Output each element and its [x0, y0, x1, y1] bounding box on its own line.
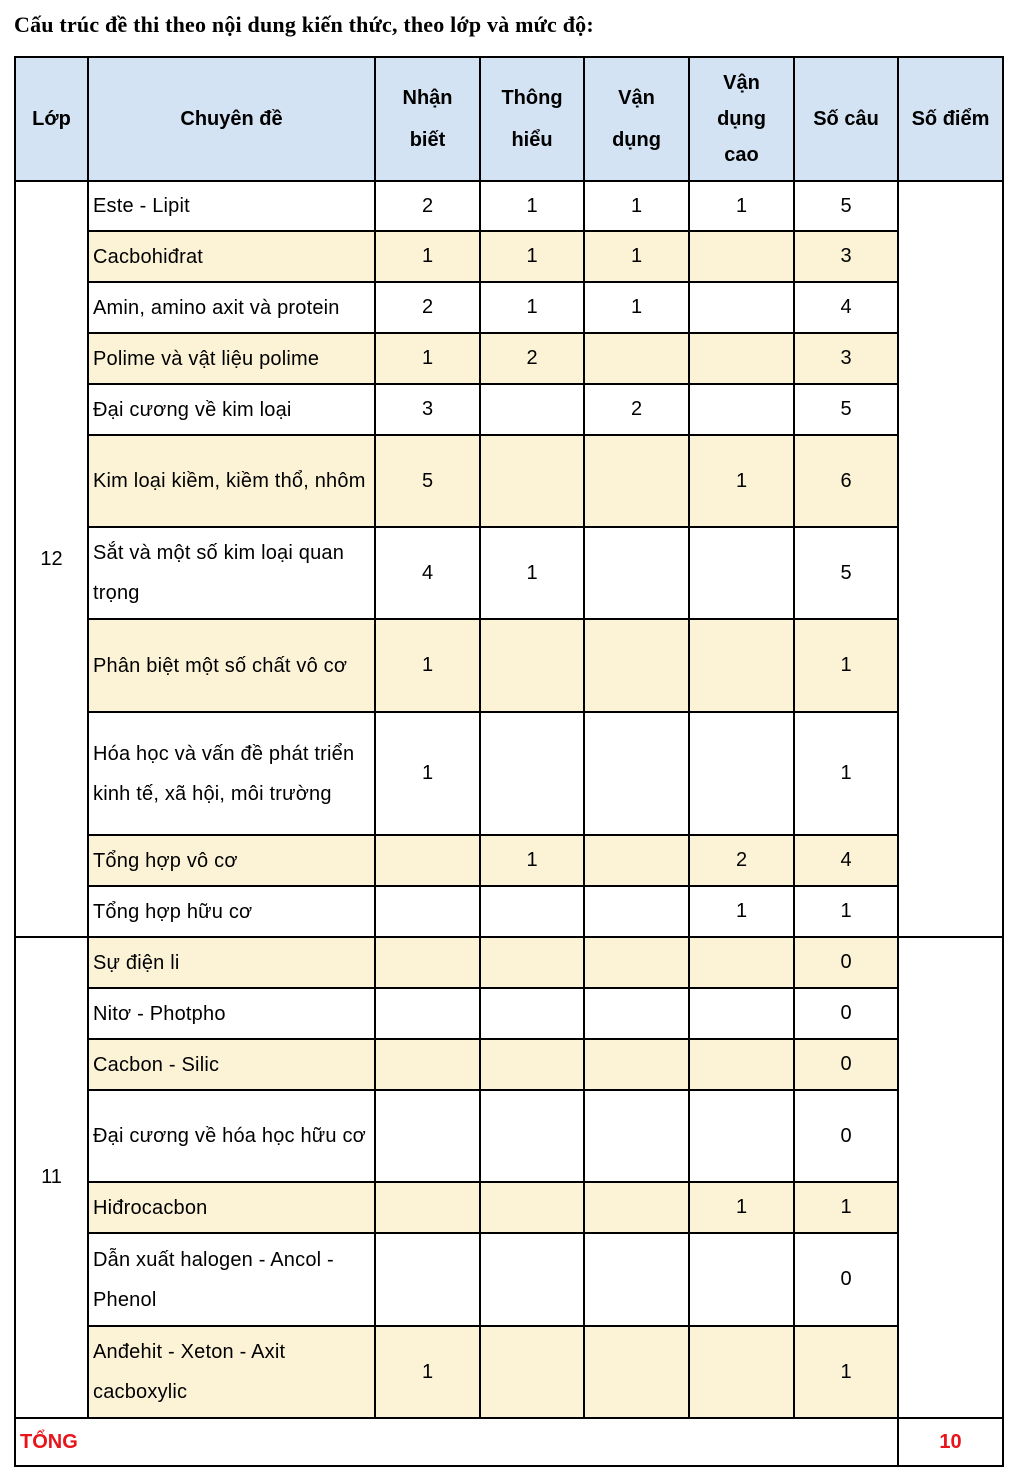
- header-van-dung-cao: Vận dụng cao: [689, 57, 794, 181]
- topic-cell: Nitơ - Photpho: [88, 988, 375, 1039]
- table-row: [15, 181, 1003, 231]
- header-so-diem: Số điểm: [898, 57, 1003, 181]
- cell-vd: [584, 937, 689, 988]
- cell-vd: [584, 835, 689, 886]
- cell-vd: [584, 712, 689, 835]
- cell-so-cau: 1: [794, 1182, 898, 1233]
- table-row: [15, 1182, 1003, 1233]
- cell-vd: [584, 333, 689, 384]
- cell-so-cau: 1: [794, 619, 898, 712]
- table-row: [15, 886, 1003, 937]
- topic-cell: Cacbohiđrat: [88, 231, 375, 282]
- topic-cell: Hóa học và vấn đề phát triển kinh tế, xã hội, môi trường: [88, 712, 375, 835]
- total-value: 10: [898, 1418, 1003, 1466]
- cell-so-cau: 0: [794, 1233, 898, 1326]
- cell-vdc: 1: [689, 435, 794, 527]
- cell-vd: [584, 1039, 689, 1090]
- cell-nb: [375, 835, 480, 886]
- cell-vdc: [689, 712, 794, 835]
- cell-nb: 1: [375, 619, 480, 712]
- table-row: [15, 835, 1003, 886]
- total-label: TỔNG: [15, 1418, 898, 1466]
- cell-nb: [375, 1090, 480, 1182]
- cell-nb: 3: [375, 384, 480, 435]
- header-row: [15, 57, 1003, 181]
- topic-cell: Este - Lipit: [88, 181, 375, 231]
- cell-th: [480, 1233, 584, 1326]
- topic-cell: Dẫn xuất halogen - Ancol - Phenol: [88, 1233, 375, 1326]
- cell-th: [480, 1326, 584, 1418]
- cell-vdc: [689, 231, 794, 282]
- total-row: [15, 1418, 1003, 1466]
- cell-so-cau: 6: [794, 435, 898, 527]
- cell-so-cau: 0: [794, 1039, 898, 1090]
- cell-th: [480, 988, 584, 1039]
- exam-structure-table: [14, 56, 1004, 1467]
- cell-nb: [375, 1039, 480, 1090]
- topic-cell: Polime và vật liệu polime: [88, 333, 375, 384]
- cell-th: [480, 1039, 584, 1090]
- cell-vd: [584, 435, 689, 527]
- table-row: [15, 435, 1003, 527]
- cell-vdc: [689, 619, 794, 712]
- cell-th: [480, 937, 584, 988]
- cell-vd: [584, 988, 689, 1039]
- table-row: [15, 712, 1003, 835]
- table-row: [15, 384, 1003, 435]
- cell-vd: 1: [584, 282, 689, 333]
- cell-th: 1: [480, 527, 584, 619]
- cell-th: [480, 886, 584, 937]
- so-diem-cell-12: [898, 181, 1003, 937]
- table-row: [15, 1326, 1003, 1418]
- cell-vd: 2: [584, 384, 689, 435]
- cell-so-cau: 4: [794, 835, 898, 886]
- cell-nb: [375, 937, 480, 988]
- cell-vdc: 1: [689, 1182, 794, 1233]
- topic-cell: Phân biệt một số chất vô cơ: [88, 619, 375, 712]
- topic-cell: Cacbon - Silic: [88, 1039, 375, 1090]
- cell-vd: [584, 1090, 689, 1182]
- grade-label-12: 12: [15, 181, 88, 937]
- cell-vd: [584, 619, 689, 712]
- cell-so-cau: 3: [794, 333, 898, 384]
- table-row: [15, 1233, 1003, 1326]
- cell-th: [480, 1090, 584, 1182]
- header-van-dung: Vận dụng: [584, 57, 689, 181]
- cell-so-cau: 1: [794, 886, 898, 937]
- cell-vdc: [689, 1090, 794, 1182]
- table-row: [15, 1039, 1003, 1090]
- table-body: [15, 181, 1003, 1466]
- cell-vdc: [689, 988, 794, 1039]
- cell-nb: [375, 886, 480, 937]
- header-nhan-biet: Nhận biết: [375, 57, 480, 181]
- cell-th: [480, 1182, 584, 1233]
- topic-cell: Kim loại kiềm, kiềm thổ, nhôm: [88, 435, 375, 527]
- cell-nb: 1: [375, 1326, 480, 1418]
- cell-nb: [375, 988, 480, 1039]
- cell-nb: 1: [375, 712, 480, 835]
- cell-th: [480, 619, 584, 712]
- table-row: [15, 937, 1003, 988]
- table-row: [15, 527, 1003, 619]
- topic-cell: Đại cương về hóa học hữu cơ: [88, 1090, 375, 1182]
- cell-so-cau: 1: [794, 1326, 898, 1418]
- cell-nb: 4: [375, 527, 480, 619]
- cell-so-cau: 5: [794, 527, 898, 619]
- cell-vdc: [689, 1039, 794, 1090]
- cell-so-cau: 4: [794, 282, 898, 333]
- cell-th: 1: [480, 231, 584, 282]
- cell-vdc: [689, 282, 794, 333]
- cell-vd: [584, 1182, 689, 1233]
- cell-vd: 1: [584, 231, 689, 282]
- topic-cell: Sắt và một số kim loại quan trọng: [88, 527, 375, 619]
- cell-so-cau: 0: [794, 988, 898, 1039]
- topic-cell: Đại cương về kim loại: [88, 384, 375, 435]
- topic-cell: Hiđrocacbon: [88, 1182, 375, 1233]
- cell-vdc: [689, 1326, 794, 1418]
- cell-nb: 2: [375, 181, 480, 231]
- cell-so-cau: 5: [794, 384, 898, 435]
- table-row: [15, 1090, 1003, 1182]
- topic-cell: Anđehit - Xeton - Axit cacboxylic: [88, 1326, 375, 1418]
- cell-vd: [584, 1233, 689, 1326]
- cell-vdc: [689, 937, 794, 988]
- header-thong-hieu: Thông hiểu: [480, 57, 584, 181]
- cell-vdc: [689, 1233, 794, 1326]
- cell-vdc: [689, 527, 794, 619]
- table-row: [15, 333, 1003, 384]
- cell-vdc: 1: [689, 181, 794, 231]
- cell-vd: [584, 886, 689, 937]
- header-so-cau: Số câu: [794, 57, 898, 181]
- cell-so-cau: 0: [794, 937, 898, 988]
- cell-nb: 5: [375, 435, 480, 527]
- cell-vdc: [689, 384, 794, 435]
- cell-th: 1: [480, 181, 584, 231]
- cell-so-cau: 3: [794, 231, 898, 282]
- table-row: [15, 988, 1003, 1039]
- table-row: [15, 282, 1003, 333]
- header-lop: Lớp: [15, 57, 88, 181]
- cell-vd: [584, 1326, 689, 1418]
- cell-th: [480, 435, 584, 527]
- cell-th: 2: [480, 333, 584, 384]
- so-diem-cell-11: [898, 937, 1003, 1418]
- page-heading: Cấu trúc đề thi theo nội dung kiến thức, theo lớp và mức độ:: [14, 12, 594, 37]
- topic-cell: Sự điện li: [88, 937, 375, 988]
- cell-so-cau: 0: [794, 1090, 898, 1182]
- table-row: [15, 619, 1003, 712]
- cell-nb: 2: [375, 282, 480, 333]
- cell-vdc: 2: [689, 835, 794, 886]
- topic-cell: Tổng hợp hữu cơ: [88, 886, 375, 937]
- cell-th: 1: [480, 835, 584, 886]
- cell-vdc: 1: [689, 886, 794, 937]
- cell-so-cau: 5: [794, 181, 898, 231]
- cell-vd: 1: [584, 181, 689, 231]
- cell-so-cau: 1: [794, 712, 898, 835]
- cell-th: [480, 384, 584, 435]
- cell-nb: 1: [375, 231, 480, 282]
- grade-label-11: 11: [15, 937, 88, 1418]
- cell-nb: [375, 1233, 480, 1326]
- cell-vd: [584, 527, 689, 619]
- cell-th: [480, 712, 584, 835]
- cell-nb: [375, 1182, 480, 1233]
- cell-nb: 1: [375, 333, 480, 384]
- cell-vdc: [689, 333, 794, 384]
- topic-cell: Amin, amino axit và protein: [88, 282, 375, 333]
- cell-th: 1: [480, 282, 584, 333]
- table-row: [15, 231, 1003, 282]
- header-chuyen-de: Chuyên đề: [88, 57, 375, 181]
- topic-cell: Tổng hợp vô cơ: [88, 835, 375, 886]
